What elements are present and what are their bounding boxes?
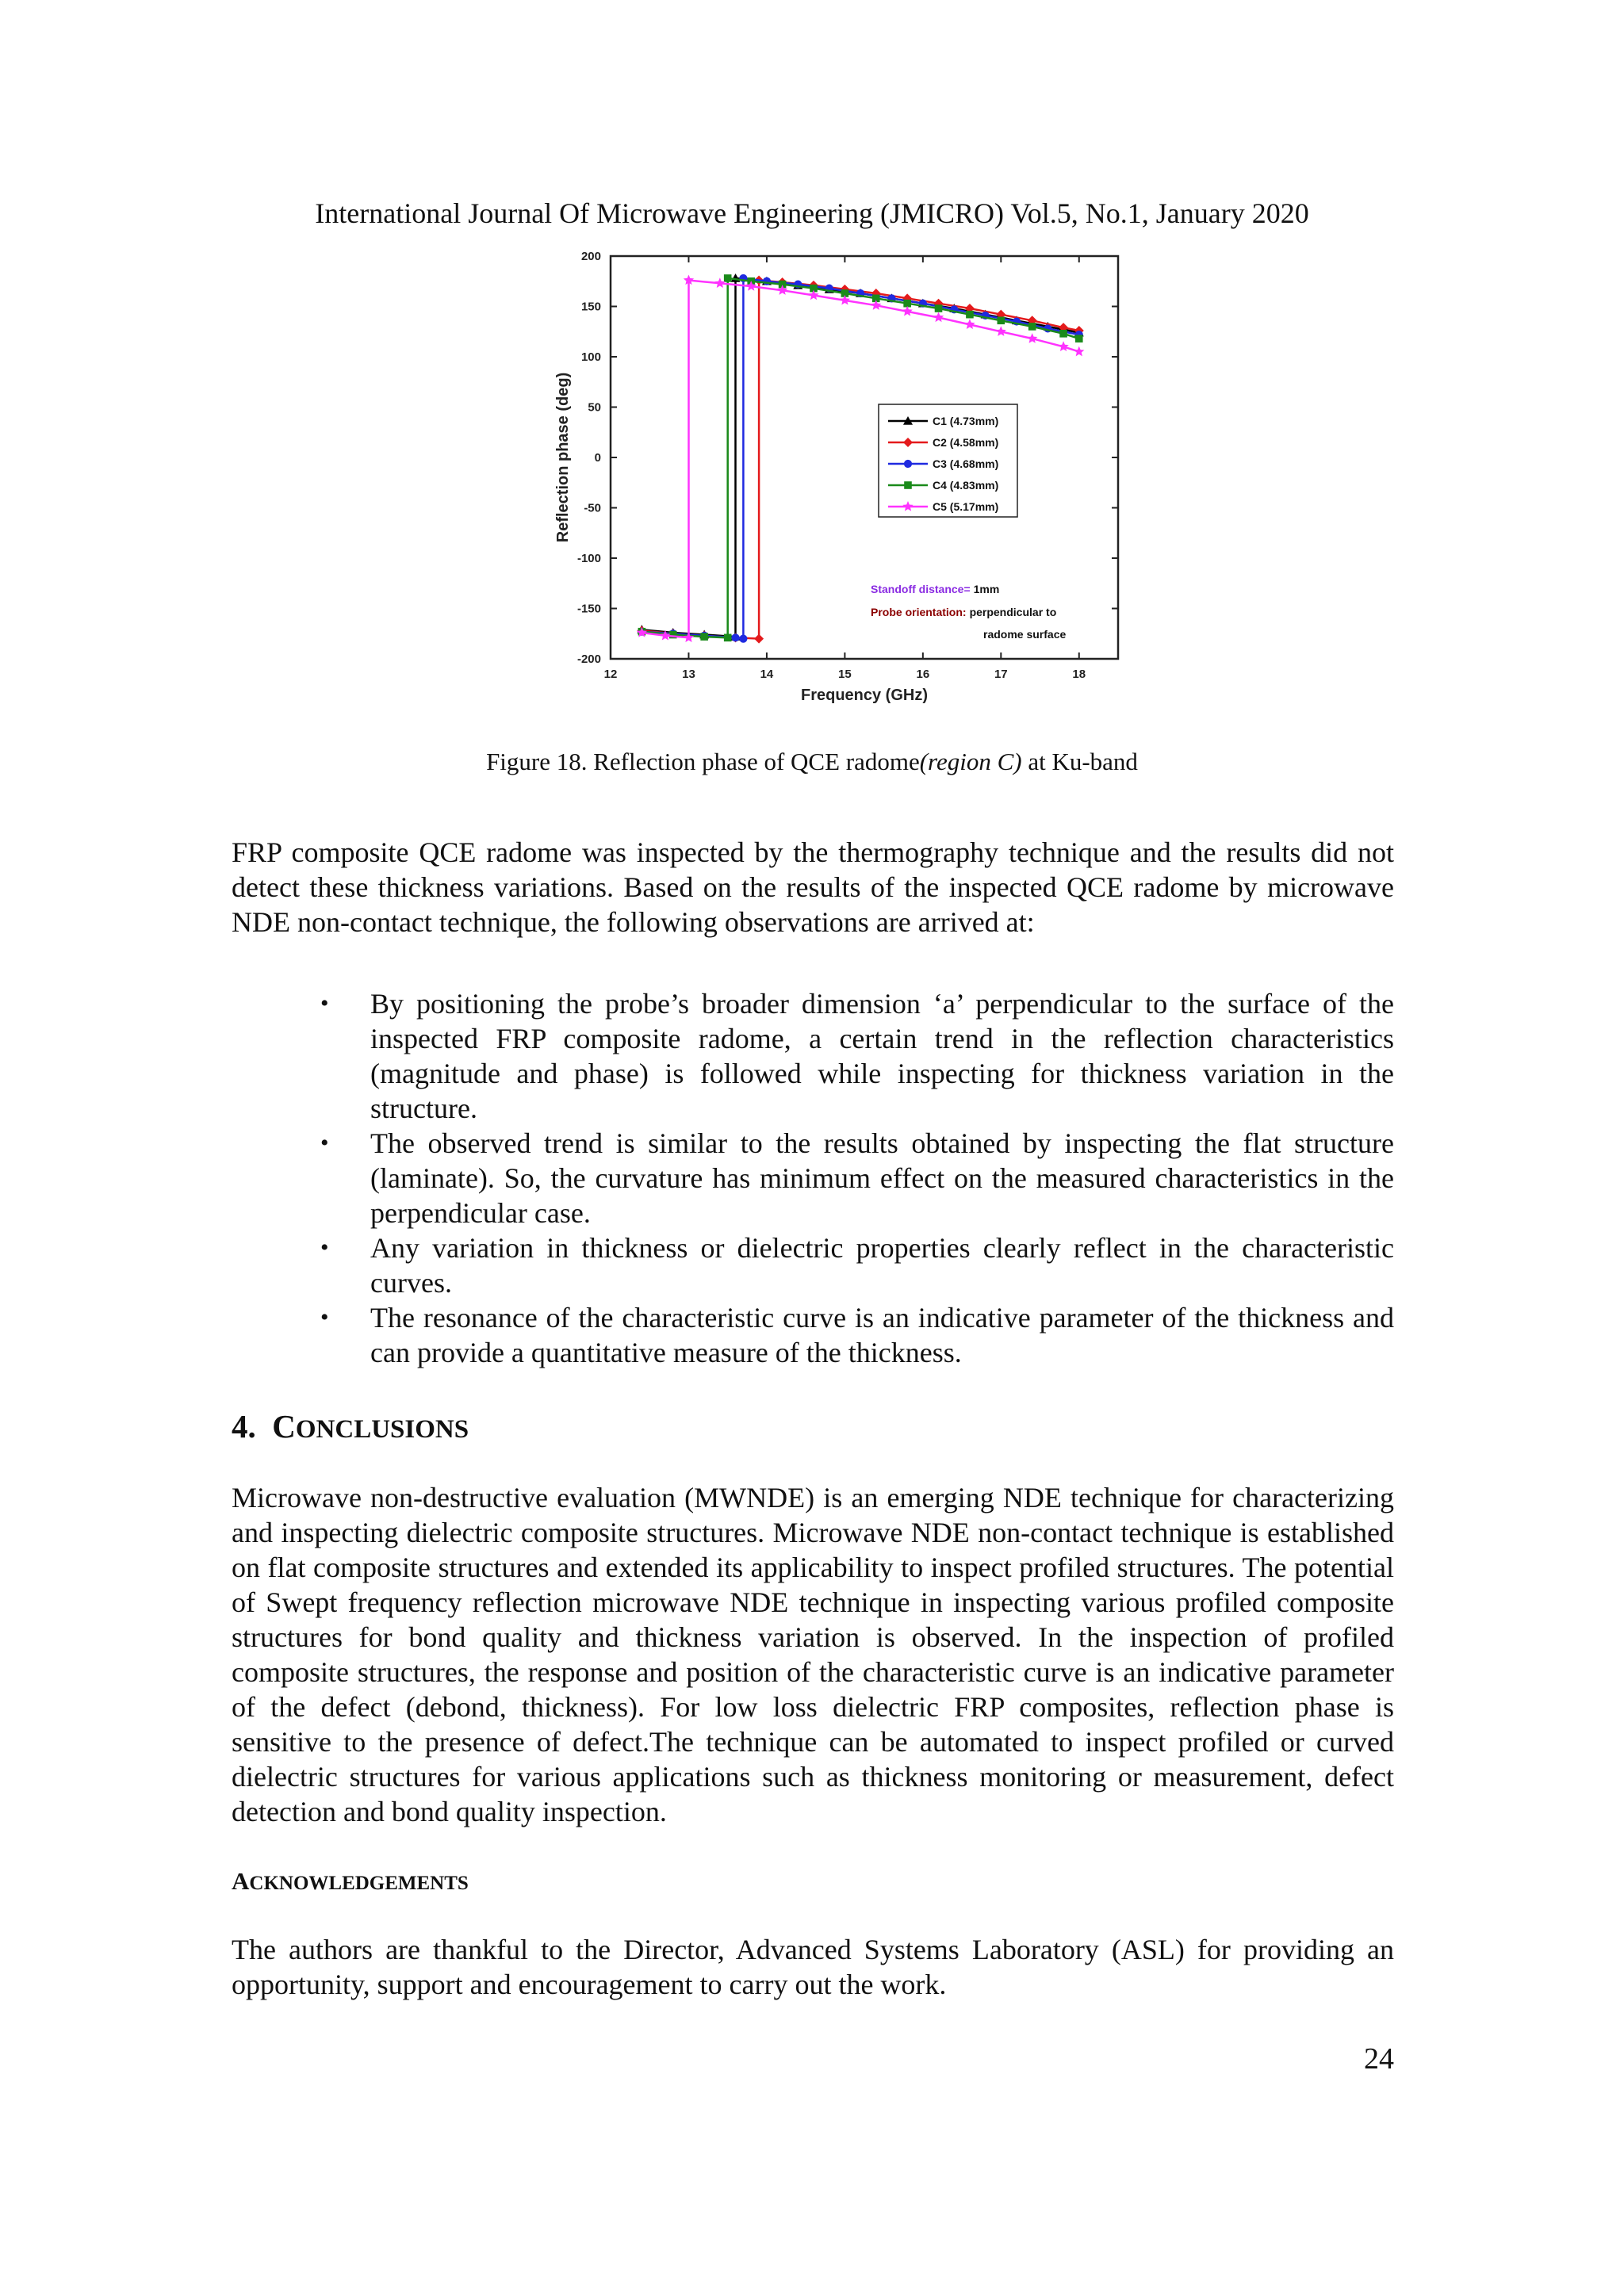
y-tick-label: 100	[580, 350, 601, 364]
x-tick-label: 14	[760, 668, 774, 681]
x-tick-label: 15	[838, 668, 852, 681]
x-tick-label: 12	[603, 668, 618, 681]
data-point	[933, 312, 944, 322]
observations-intro-paragraph: FRP composite QCE radome was inspected by the thermography technique and the results did not detect these thickness variations. Based on the results of the inspected QCE radome by microwave NDE non-contact technique, the following observations are arrived at:	[232, 836, 1394, 938]
y-tick-label: -50	[584, 501, 601, 515]
list-item: • By positioning the probe’s broader dimension ‘a’ perpendicular to the surface of the inspected FRP composite radome, a certain trend in the reflection characteristics (magnitude and phase) is followed while inspecting for thickness variation in the structure.	[320, 988, 1394, 1124]
data-point	[754, 634, 764, 644]
data-point	[700, 633, 708, 641]
data-point	[1075, 335, 1083, 342]
x-tick-label: 17	[994, 668, 1008, 681]
data-point	[996, 326, 1006, 336]
data-point	[724, 274, 732, 282]
svg-text:Probe orientation:perpendicula	[871, 606, 1056, 618]
x-tick-label: 13	[682, 668, 695, 681]
data-point	[739, 635, 747, 643]
observations-list	[232, 986, 1394, 1370]
data-point	[724, 634, 732, 642]
y-tick-label: -150	[576, 602, 601, 616]
acknowledgements-heading: ACKNOWLEDGEMENTS	[232, 1867, 469, 1895]
running-header: International Journal Of Microwave Engineering (JMICRO) Vol.5, No.1, January 2020	[315, 197, 1309, 229]
legend-label: C3 (4.68mm)	[933, 457, 999, 470]
data-point	[902, 306, 912, 316]
legend-marker	[904, 481, 912, 489]
data-point	[966, 311, 974, 319]
y-tick-label: 50	[588, 400, 601, 415]
annotation-orientation-value: perpendicular to	[969, 606, 1057, 618]
y-tick-label: 0	[594, 451, 601, 465]
x-tick-label: 16	[916, 668, 930, 681]
y-tick-label: 150	[580, 300, 601, 314]
legend-marker	[904, 460, 912, 468]
data-point	[1028, 323, 1036, 331]
conclusions-heading: 4. CONCLUSIONS	[232, 1408, 469, 1445]
data-point	[964, 319, 975, 329]
annotation-orientation-value2: radome surface	[983, 628, 1067, 641]
data-point	[1058, 341, 1068, 351]
annotation-standoff-value: 1mm	[973, 583, 1000, 595]
x-tick-label: 18	[1072, 668, 1086, 681]
data-point	[731, 633, 739, 641]
data-point	[714, 277, 725, 288]
legend-label: C5 (5.17mm)	[933, 500, 999, 513]
legend-label: C4 (4.83mm)	[933, 479, 999, 492]
list-item: • The observed trend is similar to the results obtained by inspecting the flat structure (laminate). So, the curvature has minimum effect on the measured characteristics in the perpendicular case.	[320, 1127, 1394, 1229]
data-point	[998, 316, 1005, 324]
data-point	[935, 304, 943, 312]
acknowledgements-paragraph: The authors are thankful to the Director, Advanced Systems Laboratory (ASL) for providing an opportunity, support and encouragement to carry out the work.	[232, 1934, 1394, 2000]
conclusions-paragraph: Microwave non-destructive evaluation (MWNDE) is an emerging NDE technique for characterizing and inspecting dielectric composite structures. Microwave NDE non-contact technique is established on flat composite structures and extended its applicability to inspect profiled structures. The potential of Swept frequency reflection microwave NDE technique in inspecting various profiled composite structures for bond quality and thickness variation is observed. In the inspection of profiled composite structures, the response and position of the characteristic curve is an indicative parameter of the defect (debond, thickness). For low loss dielectric FRP composites, reflection phase is sensitive to the presence of defect.The technique can be automated to inspect profiled or curved dielectric structures for various applications such as thickness monitoring or measurement, defect detection and bond quality inspection.	[232, 1482, 1394, 1827]
y-tick-label: 200	[580, 250, 601, 263]
legend-label: C2 (4.58mm)	[933, 436, 999, 449]
page-number: 24	[1364, 2042, 1394, 2076]
list-item: • Any variation in thickness or dielectric properties clearly reflect in the characteristic curves.	[320, 1232, 1394, 1299]
list-item: • The resonance of the characteristic curve is an indicative parameter of the thickness and can provide a quantitative measure of the thickness.	[320, 1302, 1394, 1368]
annotation-standoff-label: Standoff distance=	[871, 583, 971, 595]
legend-label: C1 (4.73mm)	[933, 415, 999, 427]
y-tick-label: -100	[576, 552, 601, 565]
reflection-phase-chart	[539, 242, 1142, 725]
data-point	[1059, 330, 1067, 338]
annotation-orientation-label: Probe orientation:	[871, 606, 967, 618]
figure-caption: Figure 18. Reflection phase of QCE radome(region C) at Ku-band	[486, 748, 1138, 775]
data-point	[1027, 333, 1037, 343]
data-point	[763, 277, 771, 285]
data-point	[1074, 346, 1084, 357]
svg-text:Standoff distance=1mm	[871, 583, 999, 595]
chart-legend	[879, 404, 1017, 517]
plot-frame	[611, 256, 1118, 659]
y-tick-label: -200	[576, 652, 601, 666]
y-axis-label: Reflection phase (deg)	[554, 372, 572, 543]
x-axis-label: Frequency (GHz)	[800, 687, 929, 704]
chart-annotation	[871, 583, 1066, 641]
